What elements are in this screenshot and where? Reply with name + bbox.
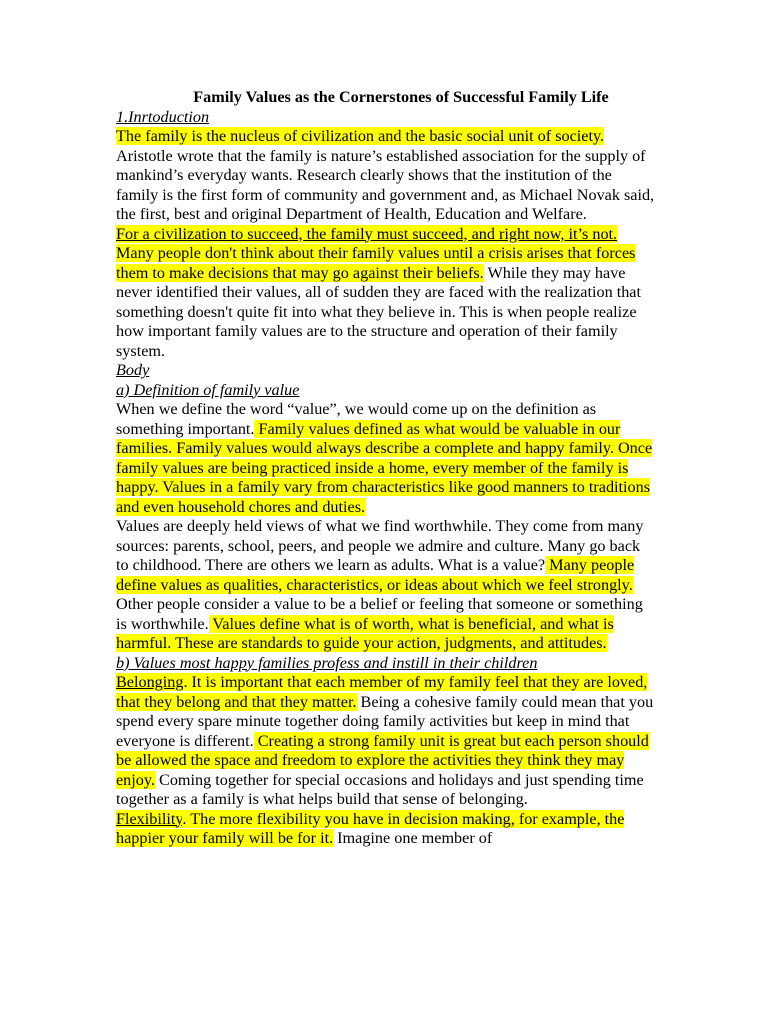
highlighted-text: Many people define values as qualities, characteristics, or ideas about which we feel strongly. [116,556,635,594]
paragraph-text: While they may have never identified their values, all of sudden they are faced with the realization that something doesn't quite fit into what they believe in. This is when people realize how important family values are to the structure and operation of their family system. [116,263,641,360]
highlighted-text: The family is the nucleus of civilization and the basic social unit of society. [116,127,605,145]
intro-heading: 1.Inrtoduction [116,107,210,126]
definition-paragraph-1 [116,400,656,517]
paragraph-text: Coming together for special occasions and holidays and just spending time together as a family is what helps build that sense of belonging. [116,770,644,808]
belonging-paragraph [116,673,656,810]
term-belonging: Belonging [116,673,184,691]
paragraph-text: Other people consider a value to be a belief or feeling that someone or something is worthwhile. [116,595,643,633]
highlighted-text: Values define what is of worth, what is beneficial, and what is harmful. These are standards to guide your action, judgments, and attitudes. [116,614,614,652]
paragraph-text: Aristotle wrote that the family is nature’s established association for the supply of mankind’s everyday wants. Research clearly shows that the institution of the family is the first form of community and government and, as Michael Novak said, the first, best and original Department of Health, Education and Welfare. [116,146,655,223]
document-page [116,88,656,849]
term-flexibility: Flexibility [116,809,183,828]
definition-paragraph-2 [116,517,656,654]
subheading-b: b) Values most happy families profess and instill in their children [116,653,538,672]
subheading-a: a) Definition of family value [116,380,300,399]
highlighted-underlined-text: For a civilization to succeed, the family must succeed, and right now, it’s not. [116,224,618,243]
paragraph-text: When we define the word “value”, we would come up on the definition as something important. [116,400,597,438]
highlighted-text: Family values defined as what would be valuable in our families. Family values would always describe a complete and happy family. Once family values are being practiced inside a home, every member of the family is happy. Values in a family vary from characteristics like good manners to traditions and even household chores and duties. [116,419,653,516]
intro-paragraph-2 [116,225,656,362]
body-heading: Body [116,361,150,379]
paragraph-text: Imagine one member of [333,829,493,847]
highlighted-text: . The more flexibility you have in decision making, for example, the happier your family will be for it. [116,809,625,847]
flexibility-paragraph [116,810,656,849]
intro-paragraph-1 [116,127,656,225]
paragraph-text: Values are deeply held views of what we find worthwhile. They come from many sources: parents, school, peers, and people we admire and culture. Many go back to childhood. There are others we learn as adults. What is a value? [116,517,644,574]
paragraph-text: Being a cohesive family could mean that you spend every spare minute together doing family activities but keep in mind that everyone is different. [116,692,654,750]
highlighted-text: Many people don't think about their family values until a crisis arises that forces them to make decisions that may go against their beliefs. [116,244,636,282]
highlighted-text: Creating a strong family unit is great but each person should be allowed the space and freedom to explore the activities they think they may enjoy. [116,731,649,789]
highlighted-text: . It is important that each member of my family feel that they are loved, that they belong and that they matter. [116,673,648,711]
document-title: Family Values as the Cornerstones of Successful Family Life [193,88,609,106]
